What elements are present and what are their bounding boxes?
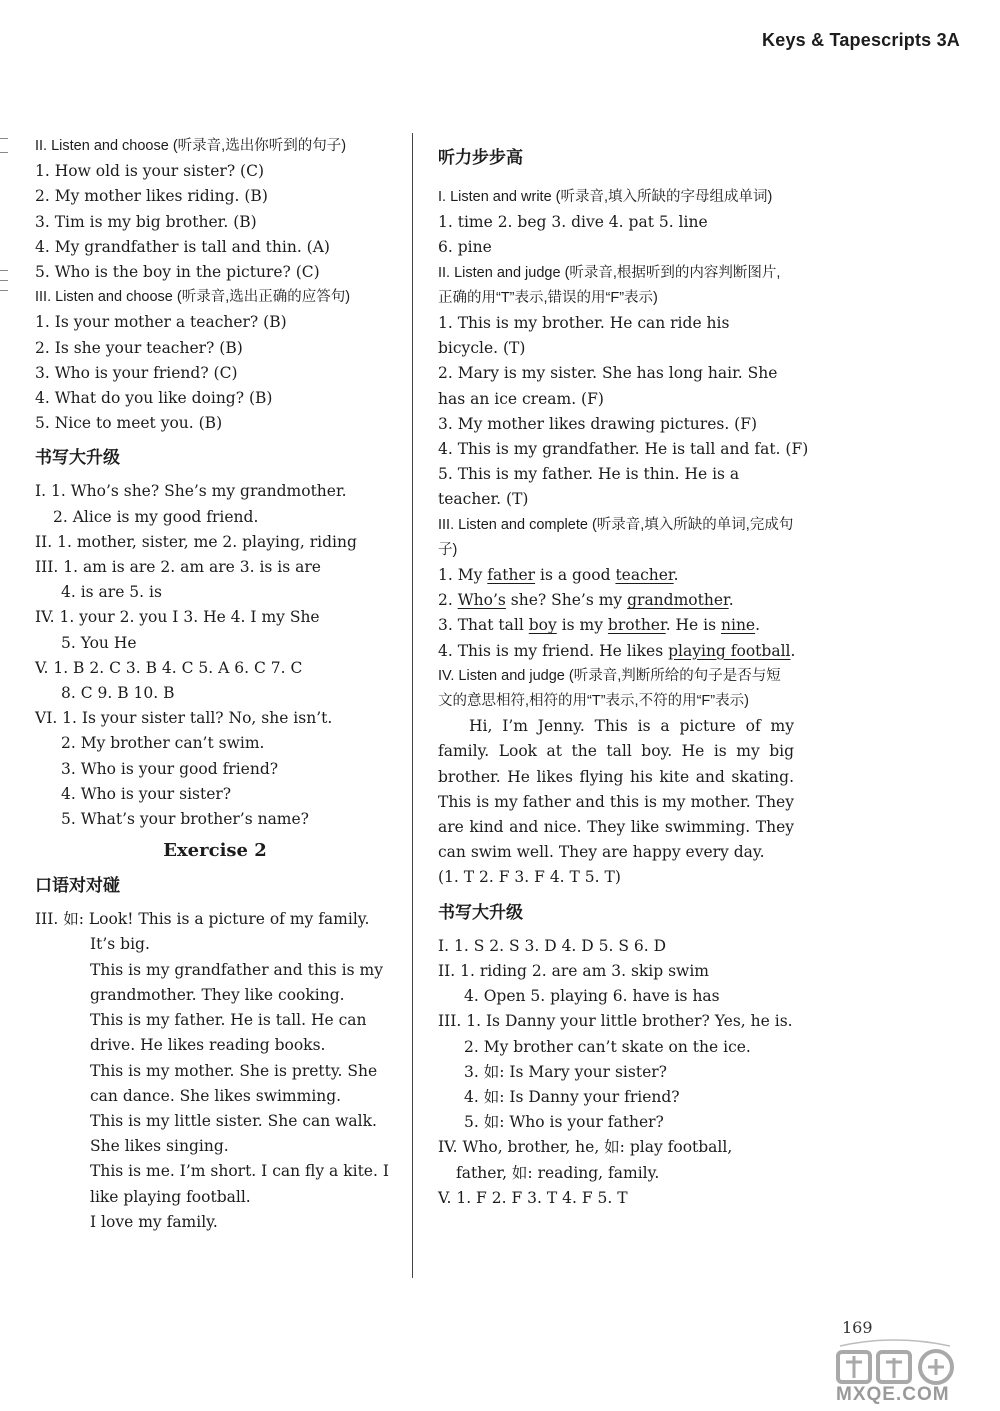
list-item: 2. Is she your teacher? (B) bbox=[35, 338, 243, 357]
watermark-logo-icon bbox=[820, 1336, 970, 1390]
list-item: I. 1. Who’s she? She’s my grandmother. bbox=[35, 482, 347, 501]
list-item: 8. C 9. B 10. B bbox=[61, 684, 175, 703]
list-item: 2. Who’s she? She’s my grandmother. bbox=[438, 591, 734, 610]
list-item: 2. Mary is my sister. She has long hair. She has an ice cream. (F) bbox=[438, 364, 778, 408]
paragraph: This is me. I’m short. I can fly a kite. I like playing football. bbox=[90, 1162, 389, 1206]
list-item: II. 1. mother, sister, me 2. playing, riding bbox=[35, 532, 357, 551]
list-item: 5. Nice to meet you. (B) bbox=[35, 414, 223, 433]
answer-blank: nine bbox=[721, 616, 756, 635]
list-item: 2. My brother can’t skate on the ice. bbox=[464, 1037, 751, 1056]
column-divider bbox=[412, 133, 413, 1278]
page-number: 169 bbox=[842, 1318, 873, 1337]
list-item: 2. Alice is my good friend. bbox=[53, 507, 259, 526]
list-item: III. 如: Look! This is a picture of my family. It’s big. bbox=[35, 910, 370, 954]
answer-blank: brother bbox=[607, 616, 666, 635]
page-header-title: Keys & Tapescripts 3A bbox=[762, 30, 960, 50]
list-item: II. 1. riding 2. are am 3. skip swim bbox=[438, 961, 709, 980]
section-heading: 口语对对碰 bbox=[35, 876, 120, 897]
section-heading: 书写大升级 bbox=[35, 448, 120, 469]
list-item: 5. Who is the boy in the picture? (C) bbox=[35, 263, 320, 282]
list-item: 3. 如: Is Mary your sister? bbox=[464, 1062, 667, 1081]
answer-blank: father bbox=[487, 566, 536, 585]
edge-marks bbox=[0, 130, 10, 310]
list-item: 1. How old is your sister? (C) bbox=[35, 162, 265, 181]
answer-blank: Who’s bbox=[457, 591, 506, 610]
answer-blank: teacher bbox=[615, 566, 674, 585]
list-item: 3. Who is your good friend? bbox=[61, 759, 279, 778]
list-item: 3. Who is your friend? (C) bbox=[35, 363, 238, 382]
list-item: 1. Is your mother a teacher? (B) bbox=[35, 313, 287, 332]
list-item: 4. is are 5. is bbox=[61, 583, 162, 602]
list-item: 1. time 2. beg 3. dive 4. pat 5. line bbox=[438, 213, 708, 232]
list-item: I. 1. S 2. S 3. D 4. D 5. S 6. D bbox=[438, 936, 667, 955]
list-item: 3. That tall boy is my brother. He is nine. bbox=[438, 616, 761, 635]
paragraph: This is my little sister. She can walk. She likes singing. bbox=[90, 1111, 377, 1156]
paragraph: This is my grandfather and this is my grandmother. They like cooking. bbox=[90, 960, 383, 1004]
list-item: VI. 1. Is your sister tall? No, she isn’t. bbox=[35, 709, 333, 728]
right-column bbox=[438, 134, 809, 1211]
list-item: 3. My mother likes drawing pictures. (F) bbox=[438, 414, 758, 433]
list-item: 5. What’s your brother’s name? bbox=[61, 810, 309, 829]
watermark-text: MXQE.COM bbox=[836, 1384, 950, 1405]
list-item: 4. This is my grandfather. He is tall and fat. (F) bbox=[438, 440, 809, 459]
list-item: III. 1. am is are 2. am are 3. is is are bbox=[35, 558, 321, 577]
exercise-title: Exercise 2 bbox=[163, 840, 267, 862]
section-title: II. Listen and choose (听录音,选出你听到的句子) bbox=[35, 138, 347, 154]
section-title: III. Listen and complete (听录音,填入所缺的单词,完成句子) bbox=[438, 516, 794, 558]
list-item: 4. 如: Is Danny your friend? bbox=[464, 1087, 680, 1106]
list-item: 2. My mother likes riding. (B) bbox=[35, 187, 268, 206]
list-item: 4. This is my friend. He likes playing football. bbox=[438, 641, 796, 660]
list-item: 3. Tim is my big brother. (B) bbox=[35, 212, 257, 231]
left-column bbox=[35, 134, 395, 1235]
list-item: 6. pine bbox=[438, 238, 492, 257]
section-heading: 听力步步高 bbox=[438, 148, 523, 168]
paragraph: This is my mother. She is pretty. She can dance. She likes swimming. bbox=[90, 1061, 378, 1105]
section-title: IV. Listen and judge (听录音,判断所给的句子是否与短文的意思相符,相符的用“T”表示,不符的用“F”表示) bbox=[438, 667, 781, 710]
list-item: 5. 如: Who is your father? bbox=[464, 1113, 664, 1132]
list-item: V. 1. F 2. F 3. T 4. F 5. T bbox=[438, 1188, 628, 1207]
passage: Hi, I’m Jenny. This is a picture of my family. Look at the tall boy. He is my big brother. He likes flying his kite and skating. This is my father and this is my mother. They are kind and nice. They like swimming. They can swim well. They are happy every day. bbox=[438, 717, 794, 862]
list-item: 1. This is my brother. He can ride his bicycle. (T) bbox=[438, 314, 730, 358]
section-heading: 书写大升级 bbox=[438, 902, 523, 923]
list-item: 5. This is my father. He is thin. He is a teacher. (T) bbox=[438, 465, 740, 509]
list-item: 5. You He bbox=[61, 633, 137, 652]
section-title: II. Listen and judge (听录音,根据听到的内容判断图片,正确的用“T”表示,错误的用“F”表示) bbox=[438, 264, 781, 306]
list-item: 4. My grandfather is tall and thin. (A) bbox=[35, 237, 330, 256]
answer-blank: boy bbox=[528, 616, 557, 635]
answer-blank: playing football bbox=[668, 641, 791, 660]
list-item: IV. 1. your 2. you I 3. He 4. I my She bbox=[35, 608, 320, 627]
list-item: 1. My father is a good teacher. bbox=[438, 566, 679, 585]
list-item: father, 如: reading, family. bbox=[456, 1163, 660, 1182]
list-item: IV. Who, brother, he, 如: play football, bbox=[438, 1138, 733, 1157]
answer-blank: grandmother bbox=[627, 591, 729, 610]
answers: (1. T 2. F 3. F 4. T 5. T) bbox=[438, 868, 621, 887]
list-item: V. 1. B 2. C 3. B 4. C 5. A 6. C 7. C bbox=[35, 658, 303, 677]
list-item: 4. Open 5. playing 6. have is has bbox=[464, 987, 720, 1006]
list-item: III. 1. Is Danny your little brother? Yes, he is. bbox=[438, 1012, 793, 1031]
section-title: III. Listen and choose (听录音,选出正确的应答句) bbox=[35, 289, 351, 306]
list-item: 4. Who is your sister? bbox=[61, 784, 232, 803]
list-item: 4. What do you like doing? (B) bbox=[35, 389, 273, 408]
section-title: I. Listen and write (听录音,填入所缺的字母组成单词) bbox=[438, 189, 773, 205]
list-item: 2. My brother can’t swim. bbox=[61, 734, 265, 753]
paragraph: This is my father. He is tall. He can drive. He likes reading books. bbox=[90, 1011, 367, 1055]
paragraph: I love my family. bbox=[90, 1212, 218, 1231]
